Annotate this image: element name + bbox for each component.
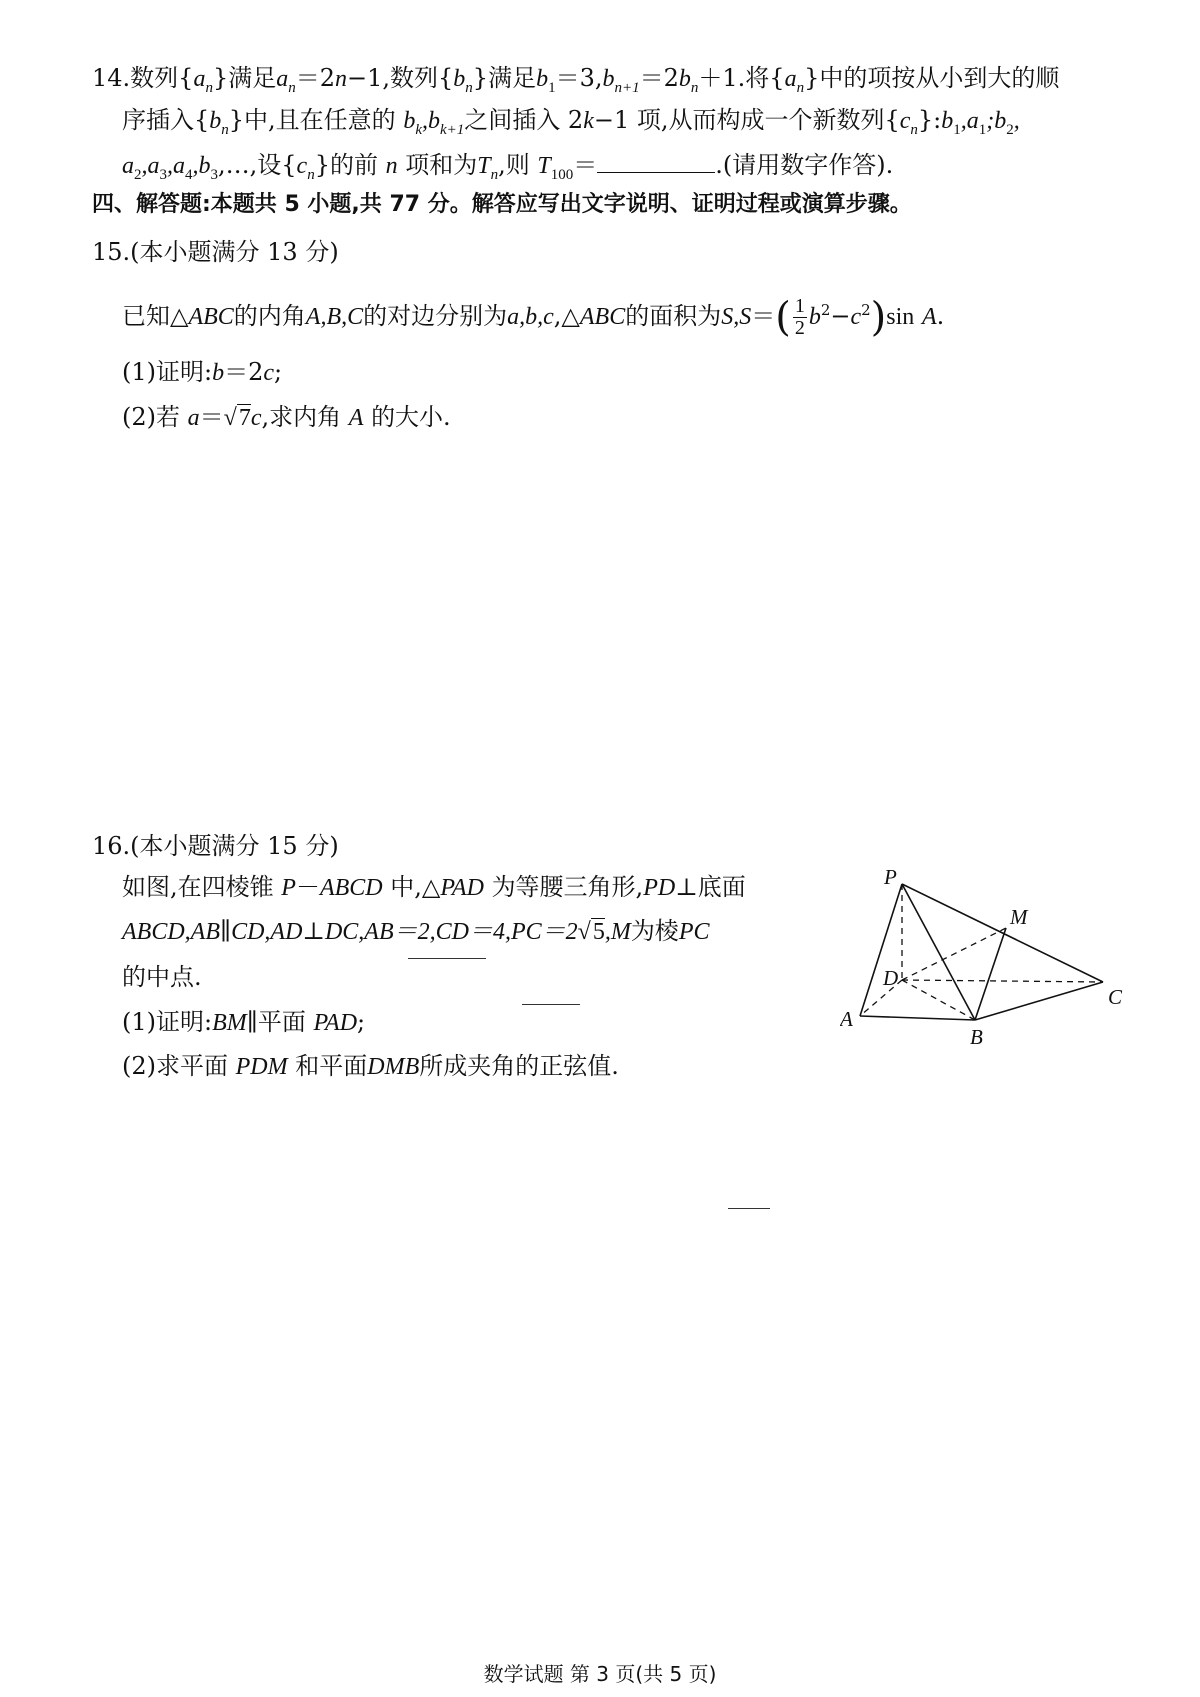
- q14-number: 14.: [92, 64, 131, 92]
- q16-part-1: (1)证明:BM∥平面 PAD;: [122, 1008, 366, 1036]
- answer-blank: [597, 148, 715, 173]
- q14-line-1: 14.数列$\{a_n\}$满足$a_n=2n-1$,数列$\{b_n\}$满足$b_1=3,b_{n+1}=2b_n+1$.将$\{a_n\}$中的项按从小到大的顺: [92, 64, 1060, 96]
- q15-statement: 已知△ABC的内角A,B,C的对边分别为a,b,c,△ABC的面积为S,S＝( $\frac{1}{2}$ $b^2-c^2)\sin$ A.: [122, 294, 945, 341]
- q16-line-3: 的中点.: [122, 963, 202, 991]
- pyramid-figure: [840, 864, 1140, 1064]
- q16-line-1: 如图,在四棱锥 P－ABCD 中,△PAD 为等腰三角形,PD⊥底面: [122, 873, 746, 901]
- q14-line-3: $a_2,a_3,a_4,b_3,\dots$,设$\{c_n\}$的前 n 项和为$T_n$,则 $T_{100}=$ .(请用数字作答).: [122, 148, 893, 181]
- q16-part-2: (2)求平面 PDM 和平面DMB所成夹角的正弦值.: [122, 1052, 619, 1080]
- page-footer: 数学试题 第 3 页(共 5 页): [483, 1662, 717, 1686]
- scan-mark: [408, 958, 486, 959]
- q14-line-2: 序插入$\{b_n\}$中,且在任意的 $b_k,b_{k+1}$之间插入 2k−1 项,从而构成一个新数列$\{c_n\}:b_1,a_1;b_2$,: [122, 106, 1020, 138]
- q16-header: 16.(本小题满分 15 分): [92, 832, 339, 860]
- q16-line-2: ABCD,AB∥CD,AD⊥DC,AB＝2,CD＝4,PC＝2√5,M为棱PC: [122, 919, 710, 945]
- section-heading: 四、解答题:本题共 5 小题,共 77 分。解答应写出文字说明、证明过程或演算步骤。: [92, 192, 912, 217]
- label-A: A: [840, 1007, 853, 1031]
- label-C: C: [1108, 985, 1123, 1009]
- label-B: B: [970, 1025, 983, 1049]
- label-M: M: [1010, 905, 1028, 929]
- label-P: P: [884, 865, 897, 889]
- q15-part-2: (2)若 a＝√7c,求内角 A 的大小.: [122, 403, 451, 431]
- scan-mark: [728, 1208, 770, 1209]
- scan-mark: [522, 1004, 580, 1005]
- q15-header: 15.(本小题满分 13 分): [92, 238, 339, 266]
- label-D: D: [883, 966, 899, 990]
- q15-part-1: (1)证明:b＝2c;: [122, 358, 283, 386]
